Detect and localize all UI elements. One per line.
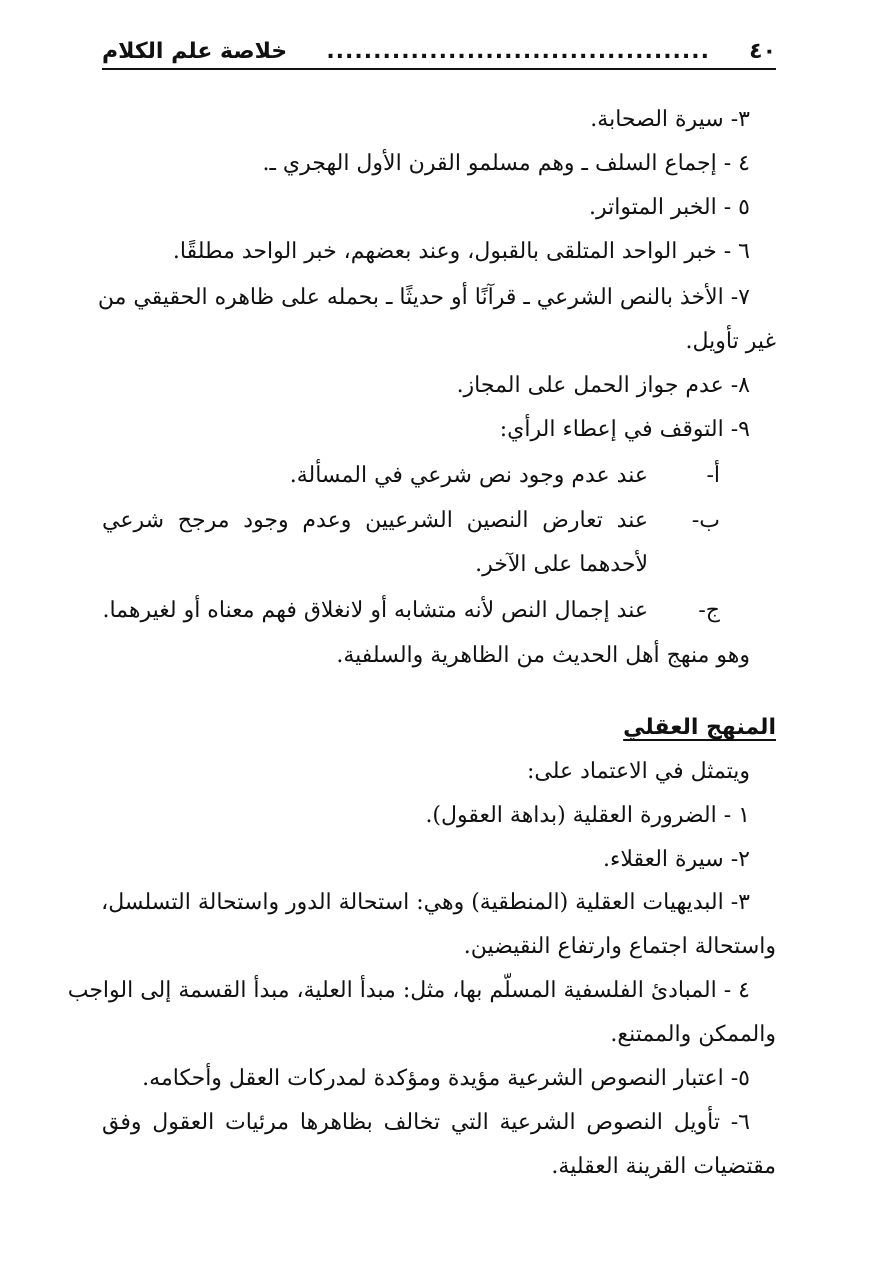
list-item-7-line2: غير تأويل. <box>685 329 776 354</box>
sub-item-c-marker: ج- <box>698 598 720 623</box>
list-item-9: ٩- التوقف في إعطاء الرأي: <box>499 417 750 442</box>
sub-item-a-marker: أ- <box>706 463 720 488</box>
page-number: ٤٠ <box>749 39 776 64</box>
list-item-6: ٦ - خبر الواحد المتلقى بالقبول، وعند بعضهم، خبر الواحد مطلقًا. <box>172 239 750 264</box>
sub-item-b-marker: ب- <box>691 508 720 533</box>
header-dots: ......................................... <box>326 39 710 64</box>
list-item-8: ٨- عدم جواز الحمل على المجاز. <box>456 373 750 398</box>
rational-item-6-line1: ٦- تأويل النصوص الشرعية التي تخالف بظاهرها مرئيات العقول وفق <box>102 1110 750 1135</box>
header-rule <box>102 68 776 70</box>
list-item-5: ٥ - الخبر المتواتر. <box>589 195 750 220</box>
rational-item-3-line2: واستحالة اجتماع وارتفاع النقيضين. <box>463 934 776 959</box>
rational-item-4-line1: ٤ - المبادئ الفلسفية المسلّم بها، مثل: مبدأ العلية، مبدأ القسمة إلى الواجب <box>67 978 750 1003</box>
rational-item-2: ٢- سيرة العقلاء. <box>602 847 750 872</box>
rational-item-3-line1: ٣- البديهيات العقلية (المنطقية) وهي: استحالة الدور واستحالة التسلسل، <box>101 890 750 915</box>
section-heading: المنهج العقلي <box>623 715 776 740</box>
section-intro: ويتمثل في الاعتماد على: <box>526 759 750 784</box>
sub-item-b-line1: عند تعارض النصين الشرعيين وعدم وجود مرجح شرعي <box>102 508 648 533</box>
section-closing: وهو منهج أهل الحديث من الظاهرية والسلفية. <box>336 643 750 668</box>
list-item-3: ٣- سيرة الصحابة. <box>590 107 750 132</box>
rational-item-1: ١ - الضرورة العقلية (بداهة العقول). <box>425 803 750 828</box>
page-header <box>102 34 776 64</box>
list-item-7-line1: ٧- الأخذ بالنص الشرعي ـ قرآنًا أو حديثًا ـ بحمله على ظاهره الحقيقي من <box>97 285 750 310</box>
rational-item-6-line2: مقتضيات القرينة العقلية. <box>551 1154 776 1179</box>
rational-item-5: ٥- اعتبار النصوص الشرعية مؤيدة ومؤكدة لمدركات العقل وأحكامه. <box>142 1066 750 1091</box>
running-title: خلاصة علم الكلام <box>102 39 288 64</box>
sub-item-b-line2: لأحدهما على الآخر. <box>475 552 648 577</box>
list-item-4: ٤ - إجماع السلف ـ وهم مسلمو القرن الأول الهجري ـ. <box>262 151 750 176</box>
sub-item-c-text: عند إجمال النص لأنه متشابه أو لانغلاق فهم معناه أو لغيرهما. <box>102 598 648 623</box>
book-page <box>67 0 776 1261</box>
rational-item-4-line2: والممكن والممتنع. <box>610 1022 776 1047</box>
sub-item-a-text: عند عدم وجود نص شرعي في المسألة. <box>289 463 648 488</box>
